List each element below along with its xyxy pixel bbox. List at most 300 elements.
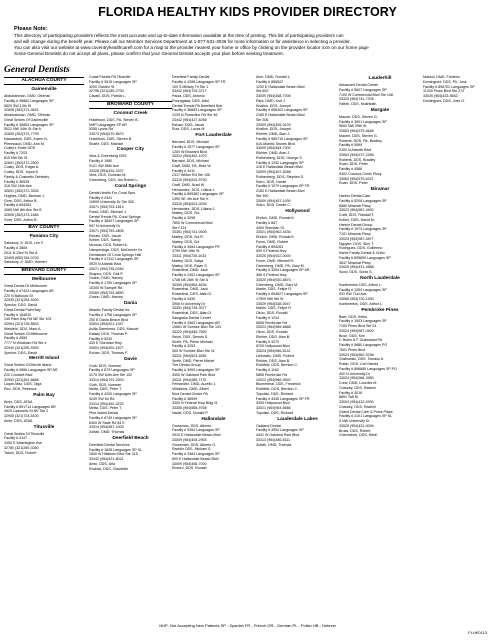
provider-line: Facility # 5880 Languages PO (339, 343, 388, 347)
provider-line: Facility # 47412 Languages SP (89, 257, 139, 262)
provider-line: 366 S Federal Hwy (256, 273, 287, 277)
provider-line: 33023 (954)987-4400 (339, 208, 374, 213)
notice-line: and will change during the benefit year. Please call our Member Services Department at 1-877-531-3026 for more information or for assistance in selecting a provider. (14, 39, 351, 45)
provider-line: 33009 (954)455-0109 (256, 122, 291, 127)
provider-line: 33021 (954)963-6666 (256, 406, 291, 410)
provider-line: Facility # 5230 (89, 336, 113, 341)
provider-line: Freed, DMD, Michael J. (89, 209, 127, 214)
provider-line: 33024 (954)987-0400 (339, 328, 374, 333)
city-heading: Merritt Island (28, 356, 60, 362)
provider-line: 32405 (850)784-0700 (4, 255, 39, 260)
provider-line: 10661 W Sunrise Blvd Ste 103 (172, 325, 221, 330)
city-heading: Lauderdale Lakes (277, 416, 318, 422)
provider-line: Facility # 894263 (256, 244, 284, 249)
provider-line: 500 S Federal Hwy (256, 249, 287, 254)
city-heading: Pembroke Pines (361, 307, 399, 313)
county-heading: BAY COUNTY (4, 224, 84, 232)
provider-line: Facility # 4200 Languages SP (89, 392, 137, 396)
provider-line: 10300 W Sample Rd (89, 285, 123, 290)
provider-line: 33063 (954)972-2266 (339, 152, 374, 157)
provider-line: Kind Dental Center PA (172, 391, 208, 396)
provider-line: Facility # 4559 (4, 336, 28, 341)
provider-line: Facility # 1796 Languages SP (89, 312, 137, 317)
provider-line: Richter, DMD, Alan J. (256, 151, 291, 155)
provider-line: Facility # 6749 Languages SP (89, 415, 137, 420)
provider-line: 33442 (954)421-8021 (89, 457, 124, 461)
provider-line: Rafael, DDS, Thomas P. (89, 331, 128, 336)
provider-line: Coast Florida PA Titusville (89, 75, 131, 79)
provider-line: Hughes, DMD, Berman J. (4, 193, 45, 198)
provider-line: Chernichuk, DDS, Heidi (339, 433, 377, 438)
provider-line: Metta, DDS, Peter T. (89, 406, 122, 411)
provider-line: 33009 (954)457-1000 (256, 198, 291, 203)
provider-line: 1239 N Powerline Rd Ste 46 (172, 113, 218, 117)
provider-line: 220 Crockett Blvd (4, 372, 33, 377)
provider-line: Ruan, DDS, Peter (339, 162, 368, 167)
provider-line: NHP Languages SP AR (89, 122, 127, 127)
provider-line: Advanced Dental Center (339, 83, 379, 87)
provider-line: Luque-Mao, DDS, Olga (4, 382, 42, 387)
provider-line: 17900 NW 5th St (256, 296, 284, 301)
provider-line: 33025 (954)431-4888 (339, 265, 374, 270)
provider-line: 33306 (954)568-9768 (172, 406, 207, 410)
provider-line: 33328 (954)434-3327 (89, 168, 124, 173)
provider-line: 33023 (954)989-6868 (256, 325, 291, 330)
provider-line: 32796 (321)269-2700 (89, 89, 124, 94)
provider-line: Facility # 5599 (339, 143, 363, 148)
provider-line: Greenberg, DMD, PA, Gary M. (256, 263, 305, 268)
provider-line: 2317 Wilton Rd Ste 106 (172, 173, 210, 178)
provider-line: Facility # 47424 Languages AR (4, 288, 54, 293)
provider-line: Grand Dental Care & Pines Plaza (339, 409, 393, 414)
provider-line: 33322 (954)846-7600 (172, 330, 207, 334)
provider-line: Grabowski, DDS, Tomasz A. (339, 357, 385, 362)
provider-line: 7101 Miramar Pkwy (339, 232, 371, 236)
provider-line: Facility # 36535 (4, 179, 30, 184)
city-heading: Melbourne (31, 277, 57, 282)
provider-line: 11300 Pines Blvd Ste 272 (423, 89, 465, 94)
provider-line: 33442 (954)427-6266 (172, 117, 207, 122)
provider-line: Okun, DDS, Ronald (256, 330, 288, 334)
provider-line: Hernandez, DDS, Liliana J. (172, 206, 216, 211)
provider-line: Facility # 2441 (89, 195, 113, 200)
provider-line: 3290 Garden St (89, 84, 115, 89)
provider-line: 33063 (954)979-6321 (339, 176, 374, 181)
provider-line: Metta, DDS, Peter T. (89, 387, 122, 392)
provider-line: 33068 (954)720-1530 (339, 297, 374, 301)
provider-line: Graff, DMD, Brad W. (172, 182, 205, 187)
provider-line: 32605 (352)373-7799 (4, 132, 39, 136)
provider-line: Facility # 1750 Languages SP (89, 281, 137, 285)
form-id: FLHK0113 (468, 630, 487, 635)
provider-line: 32940 (321)255-9393 (4, 345, 39, 350)
provider-line: Amir, DMD, Ronald L. (256, 75, 291, 79)
provider-line: 33004 (954)920-1877 (89, 346, 124, 350)
provider-line: Facility # 36683 Languages SP (172, 108, 222, 113)
provider-line: Smith, DMD, Pierre Michel (172, 358, 215, 363)
provider-line: Topolski, DDS, Richard (256, 391, 293, 396)
provider-line: Chaudry, DDS, Rashmi (339, 385, 377, 390)
provider-line: Deerfield Dental Services (89, 442, 130, 447)
provider-line: 33311 (954)523-1656 (172, 353, 207, 358)
provider-line: Amin, DDS, ATAA (4, 399, 33, 404)
provider-line: Topolski, DDS, Richard (256, 410, 293, 415)
provider-line: 7777 N Wickham Rd Ste 4 (4, 341, 47, 345)
provider-line: Amin, DDS, Aria (89, 461, 115, 466)
provider-line: 1200 W Broward Blvd (172, 149, 207, 154)
provider-line: Facility # 896402 Languages SP (256, 108, 308, 113)
provider-line: Feuer, DMD, Mitchell R. (256, 258, 295, 263)
provider-line: Facility # 879 Languages SP (89, 368, 135, 373)
provider-line: 5302 Coconut Creek Pkwy (339, 171, 382, 176)
provider-line: Facility # 3298 (172, 216, 196, 220)
provider-line: Villalobos, DMD, Albert (172, 387, 209, 391)
provider-line: Facility # 1234 (256, 315, 280, 320)
provider-line: 33319 (954)741-7206 (339, 97, 374, 102)
provider-line: 815 NW 6th St (4, 155, 28, 160)
provider-line: Facility # 3484 Languages SP (172, 452, 220, 456)
provider-line: Barnard, DDS, Michael (172, 159, 209, 163)
provider-line: 32905 (321)724-5100 (4, 414, 39, 418)
provider-line: Facility # 895809 Languages SP (339, 255, 391, 260)
provider-line: Mattey, DDS, Sol (172, 239, 200, 244)
provider-line: Rubin, DDS, Carl Harold (339, 362, 379, 366)
provider-line: Facility # 3253 (172, 344, 196, 349)
provider-line: Reo, DDS, Rebecca (4, 387, 37, 391)
provider-line: Facility # 580715 Languages SP (256, 136, 308, 141)
provider-line: Zuttah, DMD, Thomas (89, 430, 125, 434)
provider-line: Richter, DMD, Alan J. (256, 132, 291, 136)
provider-line: Okun, DDS, Ronald (256, 311, 288, 315)
provider-line: Great Smiles Of Merritt Island (4, 363, 52, 368)
directory-column-3 (172, 75, 255, 471)
provider-line: Facility # 4904 Languages SP (256, 428, 304, 433)
provider-line: Sood, DDS, Sonia S. (339, 270, 373, 274)
provider-line: 32935 (321)254-5400 (4, 298, 39, 303)
provider-line: Rachlin DDS, Michael S. (172, 447, 212, 452)
provider-line: Sotro, DDS, Daniel (256, 179, 287, 184)
provider-line: Oakland Dental (256, 423, 281, 428)
provider-line: Grossman, DDS, Alberto (172, 423, 212, 428)
provider-line: 4249 SW 64 Rd (89, 396, 115, 401)
city-heading: Coconut Creek (113, 110, 148, 116)
provider-line: 33024 (954)966-6141 (256, 349, 291, 353)
provider-line: Facility # 2402 Languages SP (172, 273, 220, 277)
provider-line: 33311 (954)735-1033 (172, 254, 207, 258)
directory-column-2 (89, 75, 172, 471)
provider-line: 4620 Lipscomb St NE Ste 2 (4, 409, 49, 414)
provider-line: Greenberg, DMD, Gary M. (256, 282, 299, 287)
provider-line: 9 NW University Dr (339, 419, 370, 423)
city-heading: Deerfield Beach (112, 435, 149, 441)
provider-line: Facility # 3084 Languages FR (172, 244, 220, 249)
provider-line: Tatum, DDS, Robert (4, 450, 37, 455)
provider-line: Facility # 5607 Languages SP (339, 87, 387, 92)
provider-line: 33315 (954)524-5700 (172, 178, 207, 182)
provider-line: Abdulrahman, DMD, Othman (4, 94, 51, 98)
provider-line: 6880 Miramar Pkwy (339, 203, 371, 208)
provider-line: 5355 Lyons Rd (89, 127, 114, 132)
provider-line: 5021 NW 34th St Ste A (4, 127, 41, 132)
provider-line: Facility # 4147 (4, 436, 28, 441)
provider-line: Mattey, DDS, Satya (172, 258, 204, 263)
provider-line: Dental Trends PA Deerfield Bch (172, 103, 223, 108)
provider-line: Spector, DDS, David (4, 350, 37, 355)
provider-line: Graff, DMD, PA, Brad W. (172, 163, 212, 168)
city-heading: Hallandale (201, 416, 226, 422)
directory-column-4 (256, 75, 339, 447)
provider-line: Pouragawa, DDS, Adid (172, 98, 209, 103)
city-heading: North Lauderdale (360, 275, 400, 281)
provider-line: 33314 (954)791-2000 (89, 377, 124, 382)
provider-line: Costly, DDS, Edgar A. (4, 165, 40, 170)
provider-line: 1748 NE 26th St Ste A (172, 277, 208, 282)
provider-line: 33313 (954)486-8111 (256, 437, 291, 442)
provider-line: 33073 (954)570-8870 (89, 132, 124, 136)
provider-line: 32953 (321)452-6668 (4, 377, 39, 382)
provider-line: 3450 S Washington Ave (4, 441, 43, 445)
provider-line: Avilla-Sarmiento, DDS, Manuel (89, 327, 139, 331)
city-heading: Coral Springs (114, 183, 147, 189)
city-heading: Hollywood (285, 209, 310, 214)
provider-line: Dental Trends PA, Coral Springs (89, 214, 141, 219)
provider-line: Ehrlich, DMD, Ronald K. (256, 235, 295, 239)
provider-line: Kontinentos, DDS, Arthur L. (339, 301, 384, 306)
provider-line: 7601 Pines Blvd (339, 347, 365, 352)
provider-line: 4175 SW 64th Ave Ste 102 (89, 373, 133, 377)
notice-line: This directory of participating providers reflects the most accurate and up-to-date information available at the time of printing. This list of participating providers can (14, 33, 344, 39)
provider-line: 32780 (321)269-3360 (4, 445, 39, 450)
county-heading: ALACHUA COUNTY (4, 77, 84, 85)
provider-line: 32601 (352)372-2500 (4, 160, 39, 165)
provider-line: Park, DMD, Kurt J. (256, 98, 286, 103)
provider-line: Facility # 3501 Languages SP (339, 119, 387, 124)
provider-line: Fatteh, DDS, Mukhtiath (339, 102, 377, 106)
provider-line: Facility # 36599 (172, 396, 198, 401)
provider-line: 3906 N University Dr (172, 301, 206, 306)
provider-line: 316 SW 16th Ave (4, 184, 32, 189)
provider-line: 300 W Sunrise Blvd Ste 11 (172, 349, 215, 353)
provider-line: 10899 University Dr Ste 300 (89, 200, 134, 205)
provider-line: 3790 NW 19th St (172, 249, 200, 254)
provider-line: 4065 NW 8th Ave Ste B (4, 208, 42, 212)
provider-line: 33023 (954)987-4877 (339, 236, 374, 241)
provider-line: Harbor Dental Care (339, 194, 371, 198)
provider-line: Dentalcare Of Coral Springs Hall (89, 252, 142, 257)
provider-line: 33071 (954)755-0260 (89, 266, 124, 271)
provider-line: 33314 (954)587-1003 (89, 425, 124, 430)
provider-line: 1600 W Hillsboro Blvd Ste 315 (89, 452, 138, 457)
provider-line: 33316 (954)523-0034 (172, 201, 207, 206)
county-heading: BROWARD COUNTY (89, 101, 172, 109)
provider-line: 931 SW 71st Ave (339, 292, 367, 297)
provider-line: 33305 (954)564-8244 (172, 282, 207, 287)
provider-line: 33026 (954)433-5652 (423, 94, 458, 98)
provider-line: 416 E Hallandale Beach Blvd (256, 165, 303, 170)
provider-line: Costly's Smile DDS (4, 146, 36, 151)
provider-line: Bush, DDS, Ken (339, 333, 366, 338)
provider-line: 33063 (954)979-4646 (339, 129, 374, 133)
provider-line: 33004 (954)921-1347 (89, 322, 124, 327)
provider-line: Facility # 896689 Languages SP PO (339, 366, 397, 371)
provider-line: Greenberg, DDS, Ian Robert L. (89, 178, 139, 182)
provider-line: 33024 (954)432-4930 (339, 400, 374, 404)
provider-line: Guth, DDS, Norman (89, 382, 122, 387)
provider-line: Ste 602 (256, 89, 269, 94)
language-legend-footer: NHP- Not Accepting New Patients SP - Spanish FR - French GR - German PL - Polish HB - Hebrew (159, 623, 336, 628)
provider-line: Dental Health For Coral Sprs (89, 190, 136, 195)
provider-line: Mattey, DDS, Sol R. (172, 235, 204, 239)
city-heading: Margate (370, 107, 390, 113)
provider-line: Facility # 1079 Languages SP FR (256, 184, 310, 189)
provider-line: Facility # 3363 Languages AR (172, 320, 220, 325)
provider-line: Kontinentos DDS, Arthur L. (339, 282, 383, 287)
provider-line: 33351 (954)741-0005 (172, 230, 207, 235)
provider-line: 33009 (954)454-2904 (172, 437, 207, 442)
provider-line: Baer, DDS, Keiko (339, 314, 367, 319)
provider-line: Martin, DDS, Felipe R. (256, 287, 292, 292)
provider-line: Facility # 3270 (256, 339, 280, 344)
city-heading: Titusville (33, 424, 55, 430)
provider-line: Ste F114 (172, 225, 187, 230)
provider-line: Harbor Dental Group (339, 222, 373, 227)
provider-line: 7100 W Commercial Blvd Ste 108 (339, 92, 393, 97)
provider-line: 33314 (954)452-3233 (89, 401, 124, 406)
provider-line: Vera & Greenberg DDS (89, 154, 127, 159)
provider-line: 32608 (352)371-3631 (4, 108, 39, 113)
provider-line: Facility # 891714 Languages AR (4, 404, 56, 409)
directory-column-6 (423, 75, 494, 104)
provider-line: 33023 (954)966-9540 (256, 377, 291, 382)
city-heading: Dania (123, 301, 138, 306)
provider-line: Facility # 38407 Languages SP (89, 219, 139, 224)
provider-line: 32601 (352)372-3333 (4, 189, 39, 193)
provider-line: Great Smiles Of Melbourne (4, 331, 48, 336)
provider-line: Facility # 667 (256, 220, 278, 225)
provider-line: 6700 Hollywood Blvd (256, 344, 290, 349)
directory-title: FLORIDA HEALTHY KIDS PROVIDER DIRECTORY (98, 5, 397, 19)
directory-column-5 (339, 75, 421, 438)
provider-line: Maurer, DDS, Steven G. (339, 114, 378, 119)
provider-line: 3300 W Oakland Park Blvd (172, 372, 216, 377)
general-dentists-heading: General Dentists (4, 65, 70, 75)
provider-line: Facility # 1628 Languages SP SL (89, 447, 143, 452)
provider-line: Facility # 3016 (339, 390, 363, 395)
provider-line: Salisbury Jr, DMD, Herbert (4, 260, 47, 265)
provider-line: Shafie, DDS, Michael (89, 141, 124, 146)
provider-line: 140 Palm Bay Rd NE Ste 103 (4, 317, 52, 322)
provider-line: Facility # 894627 Languages SP (256, 292, 308, 296)
provider-line: Vera, DDS, Gonzalo M. (89, 173, 127, 178)
provider-line: 220 N Babcock St (4, 293, 33, 298)
provider-line: Great Smiles Of Titusville (4, 431, 45, 436)
provider-line: Facility # 164810 (4, 312, 32, 317)
provider-line: 32904 (321)728-8833 (4, 322, 39, 326)
provider-line: Blumenthal, DDS, Frederick (256, 382, 301, 387)
provider-line: Rothfeld, DDS, Bernton C. (256, 387, 299, 391)
provider-line: Facility # 3865 (4, 246, 28, 250)
provider-line: 8891 Taft St (339, 395, 359, 400)
provider-line: Rothenberg, DDS, George S. (256, 155, 303, 160)
provider-line: Paula, DDS, Antonio (172, 94, 205, 98)
provider-line: Barnard, DDS, Michael (172, 140, 209, 144)
provider-line: Facility # 3909 Languages SP (172, 368, 220, 372)
provider-line: Mattey, DDS, Ravin S. (172, 263, 208, 268)
provider-line: 2160 E Hallandale Beach Blvd (256, 189, 305, 193)
provider-line: 6520 SW 13th St (4, 103, 32, 108)
provider-line: Weisfeld, DDS, Mark A. (4, 326, 42, 331)
provider-line: Richter, DDS, Alan B. (256, 358, 291, 363)
provider-line: Facility # 1903 Languages SP (339, 319, 387, 324)
provider-line: 33024 (954)962-9298 (339, 352, 374, 357)
provider-line: Rosenthal, DMD, Jack (172, 287, 208, 292)
provider-line: 250 E Dania Beach Blvd (89, 317, 128, 322)
provider-line: Gore, DDS, Arthur B. (4, 217, 38, 222)
provider-line: Ruiz, DDS, Lucas M. (172, 127, 206, 132)
provider-line: 5805 Pembroke Rd (256, 320, 287, 325)
provider-line: Facility # 895382 Languages SP (172, 192, 224, 197)
provider-line: 33029 (954)538-0047 (256, 301, 291, 306)
provider-line: Facility # 896702 Languages SP (423, 84, 475, 89)
provider-line: 1292 E Hallandale Beach Blvd (256, 84, 305, 89)
directory-column-1 (4, 75, 84, 455)
provider-line: Sevel, DDS, Dennis S. (172, 334, 209, 339)
provider-line: Facility # 5384 Languages SP (172, 428, 220, 433)
city-heading: Panama City (29, 234, 59, 240)
provider-line: Rothenberg, DDS, Stephen S. (256, 174, 305, 179)
provider-line: Rodriguez, DDS, Guillermo (339, 246, 383, 251)
provider-line: Eshani, DDS, Jacob (172, 122, 205, 127)
provider-line: Ehrlich, DMD, Ronald K. (256, 216, 295, 220)
provider-line: C Rubin & F Grabowski PA (339, 338, 383, 343)
provider-line: 33025 (954)431-0094 (339, 423, 374, 428)
provider-line: Eirdoro, DDS, Ronald (172, 466, 207, 471)
provider-line: Liebowitz, DMD, Robert (256, 353, 294, 358)
provider-line: Costly, DDS, Joyce K. (4, 170, 40, 174)
provider-line: Spector, DDS, David (4, 303, 37, 307)
provider-line: Facility # 894264 (4, 203, 32, 208)
provider-line: 7800 W Commercial Blvd (172, 220, 213, 225)
provider-line: Rohan, DDS, Thomas F. (89, 350, 128, 355)
provider-line: Kanet Family Dental & Ortho (339, 251, 385, 255)
provider-line: Amin, DDS, ATAA (4, 418, 33, 423)
county-heading: BREVARD COUNTY (4, 267, 84, 275)
provider-line: Salisbury Jr, DDS, Lex F. (4, 241, 44, 246)
provider-line: 33020 (954)922-0000 (256, 254, 291, 258)
provider-line: 33312 (954)462-1070 (172, 154, 207, 159)
provider-line: Great Dental Palm Bay (4, 307, 41, 312)
provider-line: Khaikin, DDS, Joseph (256, 103, 291, 108)
notice-line: You can also visit our website at www.coventryhealthcarefl.com for a map to the provider nearest your home or office by clicking on the provider locator icon on our home page (14, 45, 369, 51)
provider-line: Facility # 3430 (172, 296, 196, 301)
provider-line: 32605 (352)373-1664 (4, 212, 39, 217)
provider-line: Facility # 1577 Languages SP (172, 144, 220, 149)
provider-line: Rosenthal, DDS, Allan D. (172, 311, 213, 315)
provider-line: 997 N University Dr (89, 224, 121, 228)
provider-line: 4400 Sheridan St (256, 225, 284, 230)
provider-line: Roberts, DDS, PA, Bradley (339, 138, 382, 143)
provider-line: 33311 (954)485-7170 (172, 377, 207, 382)
provider-line: Feuer, DMD, Robert (256, 239, 289, 244)
provider-line: Facility # 4588 (339, 167, 363, 171)
provider-line: Dominguez, DDS, Ph, Jose (423, 79, 467, 84)
provider-line: Facility # 36862 Languages SP (4, 98, 54, 103)
provider-line: Facility # 1252 Languages SP (256, 160, 304, 165)
provider-line: Facility # 4345 Languages SP FR (256, 396, 310, 401)
notice-line: Some General Dentists do not accept all plans, please confirm that your General Dentist accepts your plan before seeking treatment. (14, 51, 284, 57)
provider-line: 6400 W State Rd 84 E (89, 420, 125, 425)
provider-line: Chaudry, DDS, Rashmi (339, 404, 377, 409)
